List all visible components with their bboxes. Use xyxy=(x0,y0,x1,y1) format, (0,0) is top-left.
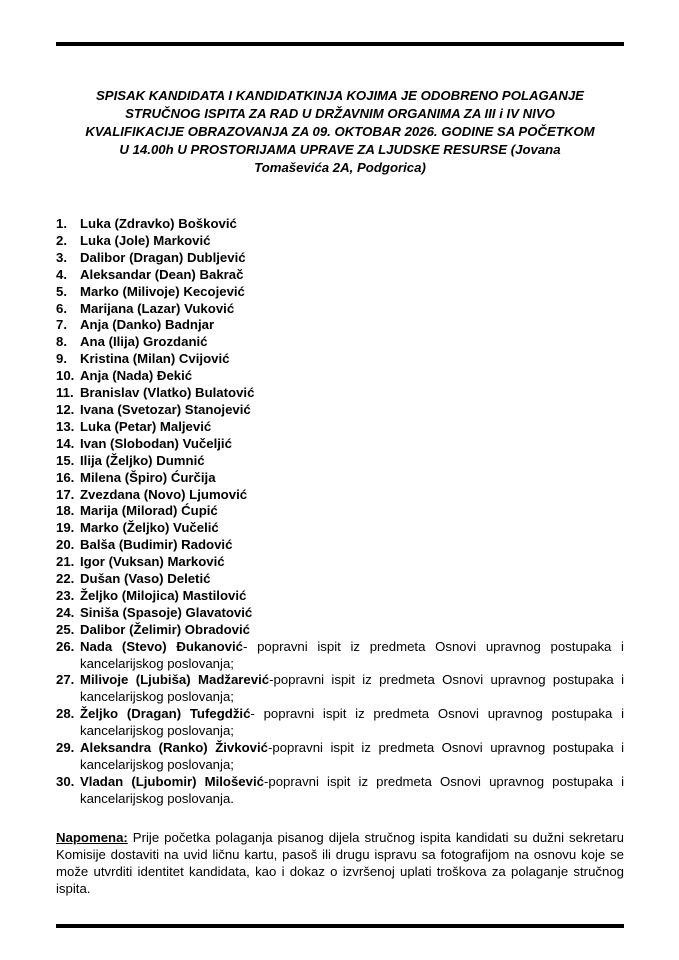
candidate-item xyxy=(56,605,624,622)
candidate-item xyxy=(56,740,624,774)
candidate-name: Željko (Dragan) Tufegdžić xyxy=(80,706,251,722)
note-label: Napomena: xyxy=(56,830,128,845)
candidate-entry xyxy=(80,351,624,368)
title-line: Tomaševića 2A, Podgorica) xyxy=(254,160,426,175)
candidate-list xyxy=(56,216,624,808)
candidate-number: 28. xyxy=(56,706,75,722)
candidate-number: 8. xyxy=(56,334,67,350)
candidate-entry xyxy=(80,639,624,673)
candidate-name: Dalibor (Dragan) Dubljević xyxy=(80,249,246,265)
note-paragraph xyxy=(56,829,624,897)
candidate-number: 7. xyxy=(56,317,67,333)
candidate-name: Milena (Špiro) Ćurčija xyxy=(80,469,216,485)
candidate-name: Ana (Ilija) Grozdanić xyxy=(80,334,208,350)
candidate-name: Igor (Vuksan) Marković xyxy=(80,554,225,570)
candidate-number: 15. xyxy=(56,452,75,468)
candidate-name: Marijana (Lazar) Vuković xyxy=(80,300,235,316)
candidate-entry xyxy=(80,503,624,520)
candidate-item xyxy=(56,385,624,402)
candidate-item xyxy=(56,470,624,487)
candidate-item xyxy=(56,368,624,385)
candidate-note: -popravni ispit iz predmeta Osnovi upravnog postupaka i kancelarijskog poslovanja; xyxy=(80,740,625,772)
title-line: STRUČNOG ISPITA ZA RAD U DRŽAVNIM ORGANIMA ZA III i IV NIVO xyxy=(125,106,555,121)
candidate-name: Anja (Nada) Đekić xyxy=(80,368,193,384)
candidate-entry xyxy=(80,216,624,233)
candidate-name: Ivan (Slobodan) Vučeljić xyxy=(80,435,232,451)
candidate-item xyxy=(56,503,624,520)
candidate-number: 29. xyxy=(56,740,75,756)
candidate-name: Siniša (Spasoje) Glavatović xyxy=(80,604,253,620)
candidate-entry xyxy=(80,470,624,487)
candidate-number: 11. xyxy=(56,385,74,401)
candidate-entry xyxy=(80,267,624,284)
candidate-note: -popravni ispit iz predmeta Osnovi upravnog postupaka i kancelarijskog poslovanja; xyxy=(80,672,624,705)
candidate-item xyxy=(56,334,624,351)
candidate-entry xyxy=(80,385,624,402)
candidate-note: - popravni ispit iz predmeta Osnovi upravnog postupaka i kancelarijskog poslovanja; xyxy=(80,638,624,671)
candidate-number: 17. xyxy=(56,486,75,502)
candidate-item xyxy=(56,622,624,639)
top-rule xyxy=(56,42,624,46)
document-title xyxy=(60,87,620,177)
candidate-entry xyxy=(80,537,624,554)
candidate-number: 18. xyxy=(56,503,75,519)
candidate-entry xyxy=(80,706,624,740)
candidate-entry xyxy=(80,334,624,351)
candidate-number: 26. xyxy=(56,638,75,654)
candidate-number: 13. xyxy=(56,418,75,434)
candidate-number: 27. xyxy=(56,672,75,688)
candidate-entry xyxy=(80,774,624,808)
title-line: KVALIFIKACIJE OBRAZOVANJA ZA 09. OKTOBAR 2026. GODINE SA POČETKOM xyxy=(85,124,595,139)
candidate-number: 3. xyxy=(56,249,67,265)
candidate-number: 1. xyxy=(56,216,67,231)
candidate-entry xyxy=(80,233,624,250)
candidate-name: Balša (Budimir) Radović xyxy=(80,537,233,553)
bottom-rule xyxy=(56,924,624,928)
candidate-item xyxy=(56,284,624,301)
candidate-entry xyxy=(80,436,624,453)
candidate-number: 30. xyxy=(56,773,75,789)
candidate-name: Marija (Milorad) Ćupić xyxy=(80,503,218,519)
candidate-number: 2. xyxy=(56,232,67,248)
candidate-entry xyxy=(80,419,624,436)
candidate-number: 24. xyxy=(56,604,75,620)
candidate-entry xyxy=(80,588,624,605)
candidate-entry xyxy=(80,622,624,639)
candidate-item xyxy=(56,571,624,588)
candidate-entry xyxy=(80,250,624,267)
candidate-name: Nada (Stevo) Đukanović xyxy=(80,638,244,654)
candidate-item xyxy=(56,402,624,419)
candidate-entry xyxy=(80,487,624,504)
candidate-name: Luka (Petar) Maljević xyxy=(80,418,212,434)
candidate-item xyxy=(56,351,624,368)
candidate-item xyxy=(56,672,624,706)
candidate-name: Marko (Milivoje) Kecojević xyxy=(80,283,245,299)
candidate-number: 25. xyxy=(56,621,75,637)
candidate-number: 23. xyxy=(56,587,75,603)
candidate-entry xyxy=(80,402,624,419)
candidate-item xyxy=(56,436,624,453)
candidate-note: -popravni ispit iz predmeta Osnovi upravnog postupaka i kancelarijskog poslovanja. xyxy=(80,773,624,806)
candidate-item xyxy=(56,487,624,504)
candidate-item xyxy=(56,419,624,436)
candidate-item xyxy=(56,233,624,250)
candidate-note: - popravni ispit iz predmeta Osnovi upravnog postupaka i kancelarijskog poslovanja; xyxy=(80,706,624,739)
candidate-entry xyxy=(80,554,624,571)
candidate-name: Aleksandra (Ranko) Živković xyxy=(80,740,268,756)
candidate-item xyxy=(56,554,624,571)
candidate-name: Željko (Milojica) Mastilović xyxy=(80,587,247,603)
candidate-name: Luka (Zdravko) Bošković xyxy=(80,216,237,231)
candidate-entry xyxy=(80,317,624,334)
candidate-name: Dušan (Vaso) Deletić xyxy=(80,571,211,587)
candidate-item xyxy=(56,317,624,334)
candidate-name: Marko (Željko) Vučelić xyxy=(80,520,219,536)
candidate-item xyxy=(56,706,624,740)
candidate-number: 12. xyxy=(56,401,75,417)
candidate-name: Ivana (Svetozar) Stanojević xyxy=(80,401,251,417)
candidate-name: Kristina (Milan) Cvijović xyxy=(80,351,230,367)
title-line: SPISAK KANDIDATA I KANDIDATKINJA KOJIMA JE ODOBRENO POLAGANJE xyxy=(96,88,584,103)
candidate-item xyxy=(56,639,624,673)
candidate-entry xyxy=(80,740,624,774)
candidate-item xyxy=(56,216,624,233)
candidate-name: Anja (Danko) Badnjar xyxy=(80,317,215,333)
candidate-item xyxy=(56,520,624,537)
candidate-number: 6. xyxy=(56,300,67,316)
candidate-number: 4. xyxy=(56,266,67,282)
candidate-entry xyxy=(80,284,624,301)
candidate-name: Ilija (Željko) Dumnić xyxy=(80,452,205,468)
candidate-number: 19. xyxy=(56,520,75,536)
candidate-name: Dalibor (Želimir) Obradović xyxy=(80,621,251,637)
candidate-name: Milivoje (Ljubiša) Madžarević xyxy=(80,672,270,688)
candidate-item xyxy=(56,588,624,605)
candidate-number: 5. xyxy=(56,283,67,299)
candidate-entry xyxy=(80,368,624,385)
candidate-number: 21. xyxy=(56,554,75,570)
title-line: U 14.00h U PROSTORIJAMA UPRAVE ZA LJUDSKE RESURSE (Jovana xyxy=(119,142,561,157)
candidate-item xyxy=(56,267,624,284)
candidate-item xyxy=(56,537,624,554)
candidate-name: Luka (Jole) Marković xyxy=(80,232,211,248)
candidate-number: 9. xyxy=(56,351,67,367)
candidate-name: Branislav (Vlatko) Bulatović xyxy=(80,385,255,401)
candidate-number: 10. xyxy=(56,368,75,384)
candidate-entry xyxy=(80,605,624,622)
candidate-item xyxy=(56,453,624,470)
note-text: Prije početka polaganja pisanog dijela stručnog ispita kandidati su dužni sekretaru Komisije dostaviti na uvid ličnu kartu, pasoš ili drugu ispravu sa fotografijom na osnovu koje se može utvrditi identitet kandidata, kao i dokaz o izvršenoj uplati troškova za polaganje stručnog ispita. xyxy=(56,830,624,896)
candidate-entry xyxy=(80,453,624,470)
candidate-item xyxy=(56,250,624,267)
candidate-entry xyxy=(80,520,624,537)
candidate-number: 14. xyxy=(56,435,75,451)
candidate-number: 20. xyxy=(56,537,75,553)
candidate-name: Vladan (Ljubomir) Milošević xyxy=(80,773,264,789)
candidate-item xyxy=(56,301,624,318)
candidate-item xyxy=(56,774,624,808)
candidate-number: 22. xyxy=(56,571,75,587)
candidate-entry xyxy=(80,301,624,318)
candidate-name: Aleksandar (Dean) Bakrač xyxy=(80,266,244,282)
candidate-entry xyxy=(80,571,624,588)
candidate-name: Zvezdana (Novo) Ljumović xyxy=(80,486,248,502)
candidate-entry xyxy=(80,672,624,706)
candidate-number: 16. xyxy=(56,469,75,485)
